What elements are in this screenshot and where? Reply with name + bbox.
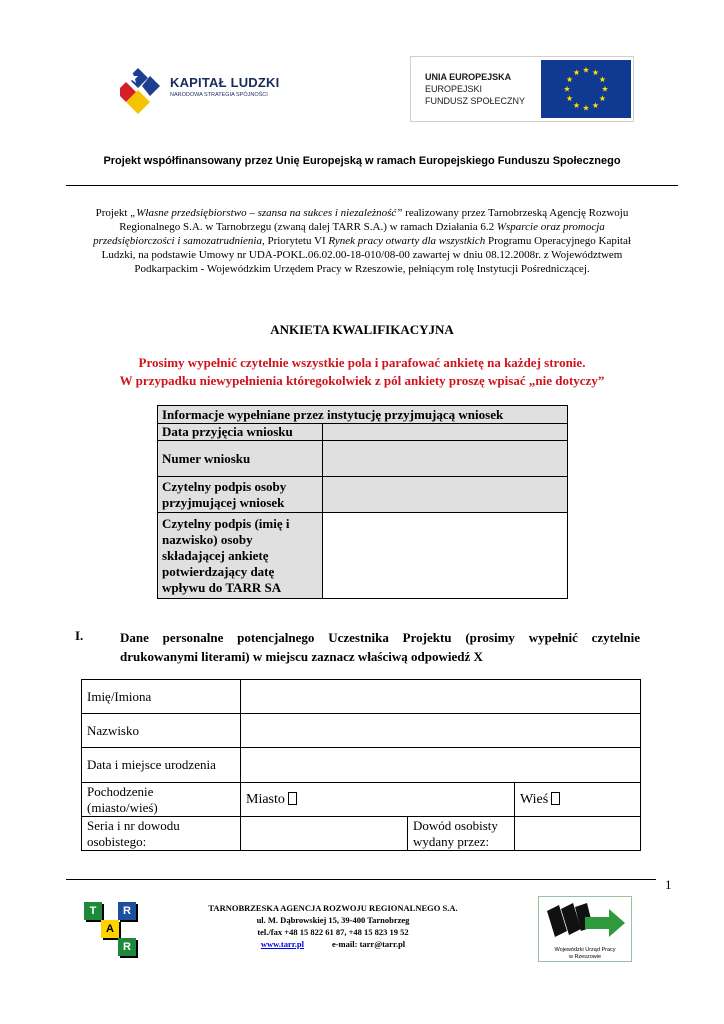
eu-fund-logo — [410, 56, 634, 122]
wup-line2: w Rzeszowie — [568, 954, 602, 960]
label-receiver-signature: Czytelny podpis osoby przyjmującej wniosek — [158, 477, 323, 513]
eu-fund-text — [425, 71, 525, 107]
field-id-number[interactable] — [241, 817, 408, 851]
eu-line3: FUNDUSZ SPOŁECZNY — [425, 96, 526, 106]
intro-part5: , Priorytetu VI — [261, 235, 329, 247]
field-receiver-signature[interactable] — [323, 477, 568, 513]
field-date-received[interactable] — [323, 424, 568, 441]
footer-email: e-mail: tarr@tarr.pl — [331, 939, 406, 949]
kapital-ludzki-logo — [120, 58, 310, 122]
label-last-name: Nazwisko — [82, 714, 241, 748]
kapital-ludzki-title: KAPITAŁ LUDZKI — [170, 75, 280, 90]
eu-star-icon — [573, 69, 579, 75]
footer-contact — [150, 902, 516, 950]
wup-text — [539, 947, 631, 961]
intro-project-name: „Własne przedsiębiorstwo – szansa na sukces i niezależność” — [130, 207, 403, 219]
label-applicant-signature: Czytelny podpis (imię i nazwisko) osoby składającej ankietę potwierdzający datę wpływu do TARR SA — [158, 513, 323, 599]
village-checkbox[interactable] — [551, 792, 560, 805]
eu-star-icon — [573, 102, 579, 108]
field-birth[interactable] — [241, 748, 641, 783]
intro-part3: realizowany przez Tarnobrzeską Agencję Rozwoju Regionalnego S.A. w Tarnobrzegu (zwaną dalej TARR S.A.) w ramach Działania 6.2 — [119, 207, 629, 233]
institution-table — [157, 405, 568, 599]
eu-star-icon — [583, 105, 589, 111]
city-checkbox[interactable] — [288, 792, 297, 805]
tarr-letter-a: A — [101, 920, 119, 938]
eu-star-icon — [592, 102, 598, 108]
section-heading: Dane personalne potencjalnego Uczestnika Projektu (prosimy wypełnić czytelnie drukowanymi literami) w miejscu zaznacz właściwą odpowiedź X — [120, 630, 640, 664]
header-divider — [66, 185, 678, 186]
field-last-name[interactable] — [241, 714, 641, 748]
footer-phone: tel./fax +48 15 822 61 87, +48 15 823 19 52 — [257, 927, 409, 937]
label-id-number — [82, 817, 241, 851]
footer-address: ul. M. Dąbrowskiej 15, 39-400 Tarnobrzeg — [256, 915, 410, 925]
label-issued-line2: wydany przez: — [413, 833, 490, 849]
eu-star-icon — [567, 76, 573, 82]
label-origin-line1: Pochodzenie — [87, 783, 154, 799]
institution-table-header: Informacje wypełniane przez instytucję przyjmującą wniosek — [158, 406, 568, 424]
label-birth: Data i miejsce urodzenia — [82, 748, 241, 783]
personal-data-table — [81, 679, 641, 851]
eu-star-icon — [602, 86, 608, 92]
label-origin — [82, 783, 241, 817]
label-date-received: Data przyjęcia wniosku — [158, 424, 323, 441]
field-first-name[interactable] — [241, 680, 641, 714]
option-city-label: Miasto — [246, 791, 285, 807]
eu-star-icon — [599, 95, 605, 101]
option-village[interactable] — [515, 783, 641, 817]
tarr-logo — [80, 898, 142, 960]
kapital-ludzki-subtitle: NARODOWA STRATEGIA SPÓJNOŚCI — [170, 92, 268, 98]
wup-line1: Wojewódzki Urząd Pracy — [554, 947, 616, 953]
label-origin-line2: (miasto/wieś) — [87, 799, 158, 815]
intro-action-name: Wsparcie oraz promocja przedsiębiorczości i samozatrudnienia — [93, 221, 605, 247]
footer-org: TARNOBRZESKA AGENCJA ROZWOJU REGIONALNEGO S.A. — [208, 903, 458, 913]
intro-part7: Programu Operacyjnego Kapitał Ludzki, na podstawie Umowy nr UDA-POKL.06.02.00-18-010/08-00 zawartej w dniu 08.12.2008r. z Województwem Podkarpackim - Wojewódzkim Urzędem Pracy w Rzeszowie, pełniącym rolę Instytucji Pośredniczącej. — [101, 235, 631, 275]
tarr-letter-t: T — [84, 902, 102, 920]
field-applicant-signature[interactable] — [323, 513, 568, 599]
label-application-number: Numer wniosku — [158, 441, 323, 477]
intro-priority-name: Rynek pracy otwarty dla wszystkich — [328, 235, 486, 247]
wup-emblem-icon — [545, 901, 627, 945]
section-number: I. — [75, 628, 84, 643]
eu-line2: EUROPEJSKI — [425, 84, 483, 94]
footer-divider — [66, 879, 656, 880]
eu-star-icon — [599, 76, 605, 82]
cofinancing-note: Projekt współfinansowany przez Unię Europejską w ramach Europejskiego Funduszu Społecznego — [103, 155, 621, 167]
option-village-label: Wieś — [520, 791, 549, 807]
label-id-line1: Seria i nr dowodu — [87, 817, 180, 833]
field-id-issued-by[interactable] — [515, 817, 641, 851]
project-intro — [86, 206, 638, 276]
tarr-letter-r1: R — [118, 902, 136, 920]
label-id-line2: osobistego: — [87, 833, 147, 849]
field-application-number[interactable] — [323, 441, 568, 477]
eu-star-icon — [592, 69, 598, 75]
eu-star-icon — [583, 67, 589, 73]
kapital-ludzki-emblem-icon — [120, 66, 166, 116]
eu-star-icon — [564, 86, 570, 92]
instruction-line2: W przypadku niewypełnienia któregokolwiek z pól ankiety proszę wpisać „nie dotyczy” — [119, 373, 605, 388]
page-number: 1 — [665, 877, 672, 892]
form-title: ANKIETA KWALIFIKACYJNA — [270, 322, 454, 337]
option-city[interactable] — [241, 783, 515, 817]
eu-star-icon — [567, 95, 573, 101]
eu-line1: UNIA EUROPEJSKA — [425, 72, 512, 82]
footer-website-link[interactable]: www.tarr.pl — [260, 939, 304, 949]
eu-flag-icon — [541, 60, 631, 118]
wup-logo — [538, 896, 632, 962]
label-first-name: Imię/Imiona — [82, 680, 241, 714]
label-issued-line1: Dowód osobisty — [413, 817, 498, 833]
instruction-line1: Prosimy wypełnić czytelnie wszystkie pola i parafować ankietę na każdej stronie. — [138, 355, 586, 370]
tarr-letter-r2: R — [118, 938, 136, 956]
footer-web-email — [150, 938, 516, 950]
label-id-issued-by — [408, 817, 515, 851]
intro-part1: Projekt — [95, 207, 131, 219]
